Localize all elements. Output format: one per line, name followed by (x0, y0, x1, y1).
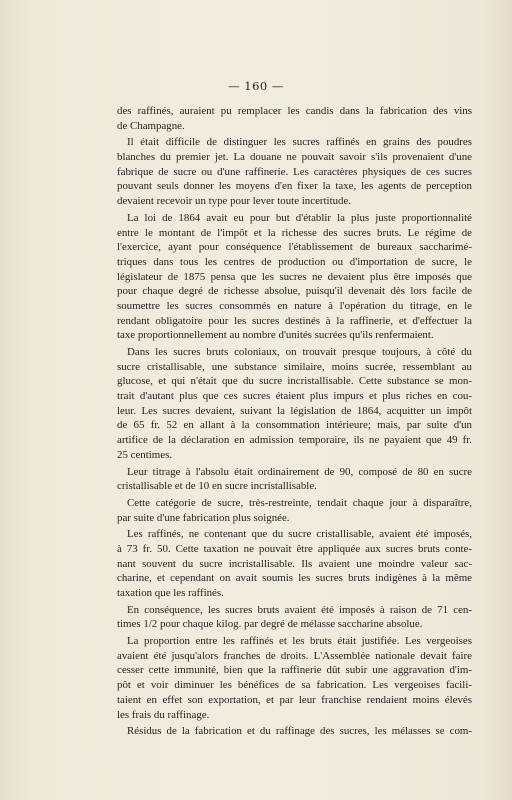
text-line: pouvant seuls donner les moyens d'en fixer la taxe, les agents de perception (117, 180, 472, 193)
paragraph (117, 211, 472, 343)
text-line: Les raffinés, ne contenant que du sucre cristallisable, avaient été imposés, (127, 528, 472, 541)
text-line: par suite d'une fabrication plus soignée. (117, 511, 290, 524)
paragraph (117, 634, 472, 722)
text-line: des raffinés, auraient pu remplacer les candis dans la fabrication des vins (117, 105, 472, 117)
text-line: trait d'autant plus que ces sucres étaient plus impurs et plus riches en cou- (117, 390, 472, 403)
text-line: cesser cette immunité, bien que la raffinerie dût subir une aggravation d'im- (117, 664, 472, 677)
text-line: rendant obligatoire pour les sucres destinés à la raffinerie, et d'effectuer la (117, 314, 472, 327)
text-line: 25 centimes. (117, 448, 173, 461)
paragraph (117, 104, 472, 133)
text-line: taxe proportionnellement au nombre d'unités sucrées qu'ils renfermaient. (117, 329, 434, 342)
page-number-header: — 160 — (228, 79, 284, 93)
paragraph (117, 135, 472, 208)
text-line: entre le montant de l'impôt et la richesse des sucres bruts. Le régime de (117, 226, 472, 239)
text-line: En conséquence, les sucres bruts avaient été imposés à raison de 71 cen- (127, 603, 472, 616)
text-line: La proportion entre les raffinés et les bruts était justifiée. Les vergeoises (127, 635, 472, 648)
text-line: Cette catégorie de sucre, très-restreinte, tendait chaque jour à disparaître, (127, 496, 472, 509)
text-line: La loi de 1864 avait eu pour but d'établir la plus juste proportionnalité (127, 211, 472, 224)
text-line: triques dans tous les centres de production ou d'importation de sucre, le (117, 255, 472, 268)
text-line: de Champagne. (117, 119, 185, 132)
body-text (117, 104, 472, 741)
text-line: législateur de 1875 pensa que les sucres ne devaient plus être imposés que (117, 270, 472, 283)
paragraph (117, 496, 472, 525)
text-line: times 1/2 pour chaque kilog. par degré de mélasse saccharine absolue. (117, 618, 423, 631)
text-line: taxation que les raffinés. (117, 587, 224, 599)
text-line: blanches du premier jet. La douane ne pouvait savoir s'ils provenaient d'une (117, 151, 472, 164)
paragraph (117, 465, 472, 494)
text-line: fabrique de sucre ou d'une raffinerie. Les caractères physiques de ces sucres (117, 165, 472, 178)
text-line: pôt et voir diminuer les bénéfices de sa fabrication. Les vergeoises facili- (117, 679, 472, 692)
text-line: pour chaque degré de richesse absolue, puisqu'il devenait dès lors facile de (117, 285, 472, 298)
text-line: artifice de la déclaration en admission temporaire, ils ne payaient que 49 fr. (117, 434, 472, 447)
text-line: Dans les sucres bruts coloniaux, on trouvait presque toujours, à côté du (127, 346, 472, 358)
text-line: sucre cristallisable, une substance similaire, moins sucrée, ressemblant au (117, 360, 472, 373)
text-line: nant souvent du sucre incristallisable. Ils avaient une moindre valeur sac- (117, 557, 472, 570)
text-line: charine, et cependant on avait soumis les sucres bruts indigènes à la même (117, 572, 472, 585)
text-line: Résidus de la fabrication et du raffinage des sucres, les mélasses se com- (127, 725, 472, 738)
text-line: glucose, et qui n'était que du sucre incristallisable. Cette substance se mon- (117, 375, 472, 388)
text-line: Leur titrage à l'absolu était ordinairement de 90, composé de 80 en sucre (127, 465, 472, 478)
text-line: cristallisable et de 10 en sucre incristallisable. (117, 480, 317, 493)
text-line: l'exercice, ayant pour conséquence l'établissement de bureaux saccharimé- (117, 241, 472, 254)
text-line: avaient été jusqu'alors franches de droits. L'Assemblée nationale devait faire (117, 649, 472, 662)
text-line: taient en effet son exportation, et par leur franchise rendaient moins élevés (117, 693, 472, 706)
text-line: à 73 fr. 50. Cette taxation ne pouvait être appliquée aux sucres bruts conte- (117, 542, 472, 555)
paragraph (117, 527, 472, 600)
text-line: de 65 fr. 52 en allant à la consommation intérieure; mais, par suite d'un (117, 419, 472, 432)
text-line: soumettre les sucres consommés en nature à l'opération du titrage, en le (117, 299, 472, 312)
paragraph (117, 724, 472, 739)
paragraph (117, 603, 472, 632)
text-line: les frais du raffinage. (117, 708, 210, 721)
paragraph (117, 345, 472, 463)
text-line: devaient recevoir un type pour lever toute incertitude. (117, 195, 352, 208)
text-line: leur. Les sucres devaient, suivant la législation de 1864, acquitter un impôt (117, 404, 472, 417)
text-line: Il était difficile de distinguer les sucres raffinés en grains des poudres (127, 136, 472, 149)
